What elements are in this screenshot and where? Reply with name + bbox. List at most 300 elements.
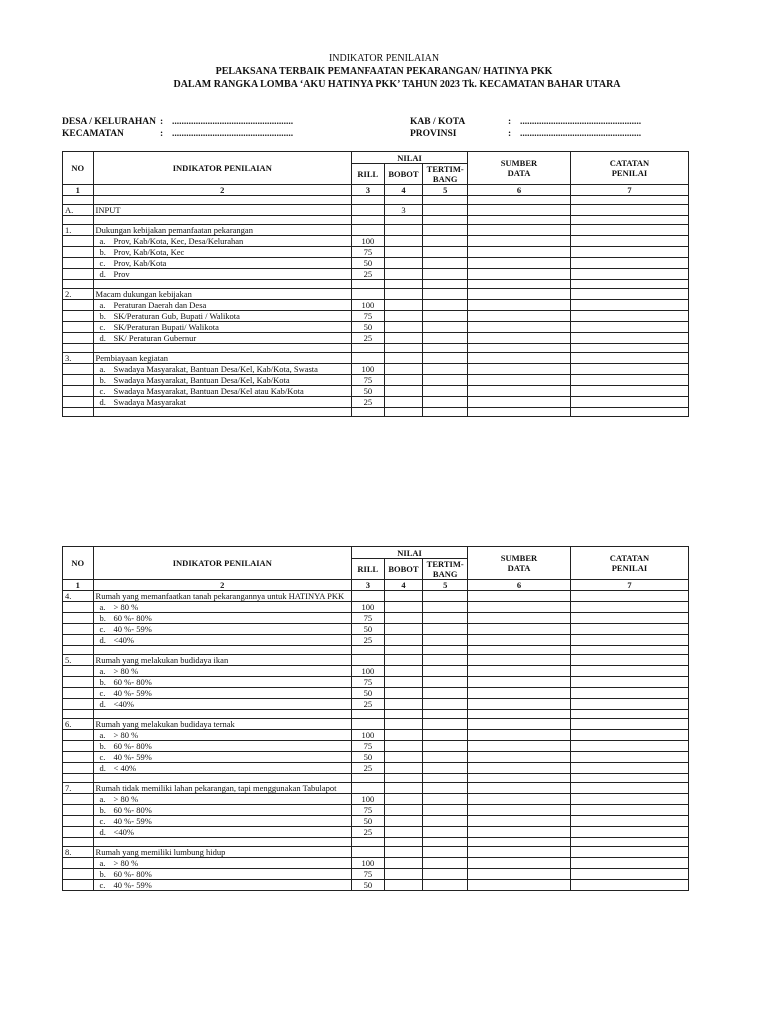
indicator-tertimbang-cell[interactable]	[423, 591, 468, 602]
option-row	[63, 311, 689, 322]
option-tertimbang-cell[interactable]	[423, 311, 468, 322]
option-text: Prov	[113, 269, 130, 279]
spacer-row	[63, 280, 689, 289]
indicator-rill-cell[interactable]	[352, 783, 385, 794]
spacer-cell	[93, 710, 352, 719]
header-sumber-data-label: SUMBER DATA	[500, 158, 538, 178]
option-label	[93, 236, 352, 247]
option-sumber-data-cell[interactable]	[468, 613, 571, 624]
indicator-catatan-penilai-cell[interactable]	[570, 353, 688, 364]
option-tertimbang-cell[interactable]	[423, 763, 468, 774]
option-tertimbang-cell[interactable]	[423, 666, 468, 677]
option-tertimbang-cell[interactable]	[423, 869, 468, 880]
option-bobot-cell[interactable]	[384, 247, 423, 258]
section-number: A.	[63, 205, 94, 216]
indicator-number: 6.	[63, 719, 94, 730]
header-tertimbang	[423, 164, 468, 185]
option-no-cell	[63, 699, 94, 710]
option-sumber-data-cell[interactable]	[468, 763, 571, 774]
option-label	[93, 333, 352, 344]
option-bobot-cell[interactable]	[384, 869, 423, 880]
option-text: 40 %- 59%	[113, 752, 152, 762]
option-sumber-data-cell[interactable]	[468, 677, 571, 688]
indicator-label: Macam dukungan kebijakan	[93, 289, 352, 300]
option-text: 60 %- 80%	[113, 805, 152, 815]
indicator-tertimbang-cell[interactable]	[423, 353, 468, 364]
option-tertimbang-cell[interactable]	[423, 699, 468, 710]
option-sumber-data-cell[interactable]	[468, 333, 571, 344]
option-letter: b.	[99, 375, 106, 385]
column-number: 4	[384, 185, 423, 196]
option-sumber-data-cell[interactable]	[468, 300, 571, 311]
option-catatan-penilai-cell[interactable]	[570, 624, 688, 635]
option-label	[93, 386, 352, 397]
option-sumber-data-cell[interactable]	[468, 386, 571, 397]
option-bobot-cell[interactable]	[384, 730, 423, 741]
section-bobot-value: 3	[384, 205, 423, 216]
header-catatan-penilai-label: CATATAN PENILAI	[609, 553, 650, 573]
option-sumber-data-cell[interactable]	[468, 258, 571, 269]
option-bobot-cell[interactable]	[384, 364, 423, 375]
option-sumber-data-cell[interactable]	[468, 311, 571, 322]
indicator-sumber-data-cell[interactable]	[468, 783, 571, 794]
option-bobot-cell[interactable]	[384, 794, 423, 805]
indicator-sumber-data-cell[interactable]	[468, 225, 571, 236]
indicator-sumber-data-cell[interactable]	[468, 655, 571, 666]
indicator-bobot-cell[interactable]	[384, 847, 423, 858]
indicator-catatan-penilai-cell[interactable]	[570, 847, 688, 858]
spacer-cell	[384, 344, 423, 353]
indicator-bobot-cell[interactable]	[384, 719, 423, 730]
column-number: 1	[63, 580, 94, 591]
option-text: 60 %- 80%	[113, 613, 152, 623]
option-no-cell	[63, 364, 94, 375]
spacer-cell	[468, 774, 571, 783]
option-bobot-cell[interactable]	[384, 752, 423, 763]
spacer-cell	[63, 710, 94, 719]
option-tertimbang-cell[interactable]	[423, 624, 468, 635]
indicator-catatan-penilai-cell[interactable]	[570, 655, 688, 666]
option-catatan-penilai-cell[interactable]	[570, 333, 688, 344]
option-sumber-data-cell[interactable]	[468, 236, 571, 247]
option-catatan-penilai-cell[interactable]	[570, 880, 688, 891]
option-wrap	[96, 688, 350, 698]
spacer-cell	[93, 280, 352, 289]
option-bobot-cell[interactable]	[384, 699, 423, 710]
indicator-tertimbang-cell[interactable]	[423, 847, 468, 858]
indicator-catatan-penilai-cell[interactable]	[570, 591, 688, 602]
option-bobot-cell[interactable]	[384, 375, 423, 386]
option-catatan-penilai-cell[interactable]	[570, 666, 688, 677]
spacer-cell	[423, 710, 468, 719]
option-sumber-data-cell[interactable]	[468, 869, 571, 880]
spacer-cell	[570, 196, 688, 205]
option-bobot-cell[interactable]	[384, 827, 423, 838]
option-bobot-cell[interactable]	[384, 333, 423, 344]
option-bobot-cell[interactable]	[384, 311, 423, 322]
option-sumber-data-cell[interactable]	[468, 397, 571, 408]
option-sumber-data-cell[interactable]	[468, 699, 571, 710]
option-rill-value: 75	[352, 247, 385, 258]
option-tertimbang-cell[interactable]	[423, 741, 468, 752]
spacer-cell	[570, 408, 688, 417]
table-2-header	[63, 547, 689, 591]
header-indikator: INDIKATOR PENILAIAN	[93, 152, 352, 185]
option-row	[63, 635, 689, 646]
indicator-rill-cell[interactable]	[352, 353, 385, 364]
option-catatan-penilai-cell[interactable]	[570, 236, 688, 247]
option-rill-value: 25	[352, 397, 385, 408]
option-sumber-data-cell[interactable]	[468, 322, 571, 333]
option-sumber-data-cell[interactable]	[468, 816, 571, 827]
option-sumber-data-cell[interactable]	[468, 602, 571, 613]
option-no-cell	[63, 816, 94, 827]
indicator-number: 8.	[63, 847, 94, 858]
indicator-rill-cell[interactable]	[352, 289, 385, 300]
table-1-body	[63, 196, 689, 417]
indicator-tertimbang-cell[interactable]	[423, 719, 468, 730]
option-bobot-cell[interactable]	[384, 805, 423, 816]
header-sumber-data	[468, 547, 571, 580]
option-text: Swadaya Masyarakat, Bantuan Desa/Kel, Kab/Kota	[113, 375, 290, 385]
option-tertimbang-cell[interactable]	[423, 386, 468, 397]
column-number: 7	[570, 185, 688, 196]
header-rill: RILL	[352, 559, 385, 580]
option-catatan-penilai-cell[interactable]	[570, 247, 688, 258]
option-catatan-penilai-cell[interactable]	[570, 741, 688, 752]
header-tertimbang-label: TERTIM- BANG	[426, 559, 464, 579]
option-tertimbang-cell[interactable]	[423, 688, 468, 699]
option-wrap	[96, 741, 350, 751]
option-text: 60 %- 80%	[113, 677, 152, 687]
meta-provinsi-field[interactable]: ...................................................	[520, 129, 642, 139]
indicator-label: Rumah tidak memiliki lahan pekarangan, tapi menggunakan Tabulapot	[93, 783, 352, 794]
indicator-rill-cell[interactable]	[352, 719, 385, 730]
option-label	[93, 880, 352, 891]
spacer-cell	[93, 216, 352, 225]
option-sumber-data-cell[interactable]	[468, 858, 571, 869]
indicator-sumber-data-cell[interactable]	[468, 353, 571, 364]
option-bobot-cell[interactable]	[384, 635, 423, 646]
spacer-cell	[384, 774, 423, 783]
option-text: > 80 %	[113, 794, 139, 804]
option-catatan-penilai-cell[interactable]	[570, 688, 688, 699]
option-bobot-cell[interactable]	[384, 269, 423, 280]
indicator-sumber-data-cell[interactable]	[468, 591, 571, 602]
option-text: Swadaya Masyarakat, Bantuan Desa/Kel atau Kab/Kota	[113, 386, 304, 396]
option-sumber-data-cell[interactable]	[468, 741, 571, 752]
option-sumber-data-cell[interactable]	[468, 269, 571, 280]
option-catatan-penilai-cell[interactable]	[570, 677, 688, 688]
option-wrap	[96, 375, 350, 385]
option-letter: b.	[99, 741, 106, 751]
option-letter: a.	[99, 666, 106, 676]
option-catatan-penilai-cell[interactable]	[570, 805, 688, 816]
option-sumber-data-cell[interactable]	[468, 805, 571, 816]
option-tertimbang-cell[interactable]	[423, 858, 468, 869]
option-row	[63, 300, 689, 311]
indicator-bobot-cell[interactable]	[384, 655, 423, 666]
option-catatan-penilai-cell[interactable]	[570, 300, 688, 311]
indicator-tertimbang-cell[interactable]	[423, 655, 468, 666]
option-sumber-data-cell[interactable]	[468, 730, 571, 741]
option-sumber-data-cell[interactable]	[468, 880, 571, 891]
indicator-number: 5.	[63, 655, 94, 666]
spacer-cell	[63, 774, 94, 783]
meta-kecamatan-field[interactable]: ...................................................	[172, 129, 294, 139]
option-no-cell	[63, 741, 94, 752]
option-wrap	[96, 827, 350, 837]
option-row	[63, 677, 689, 688]
option-sumber-data-cell[interactable]	[468, 624, 571, 635]
option-label	[93, 816, 352, 827]
option-sumber-data-cell[interactable]	[468, 635, 571, 646]
option-tertimbang-cell[interactable]	[423, 613, 468, 624]
option-tertimbang-cell[interactable]	[423, 635, 468, 646]
indicator-bobot-cell[interactable]	[384, 591, 423, 602]
header-catatan-penilai	[570, 152, 688, 185]
option-tertimbang-cell[interactable]	[423, 880, 468, 891]
option-wrap	[96, 624, 350, 634]
option-rill-value: 100	[352, 236, 385, 247]
header-sumber-data-label: SUMBER DATA	[500, 553, 538, 573]
meta-desa	[62, 116, 293, 128]
spacer-cell	[423, 408, 468, 417]
option-catatan-penilai-cell[interactable]	[570, 375, 688, 386]
option-no-cell	[63, 880, 94, 891]
option-bobot-cell[interactable]	[384, 322, 423, 333]
option-catatan-penilai-cell[interactable]	[570, 827, 688, 838]
option-rill-value: 75	[352, 869, 385, 880]
option-catatan-penilai-cell[interactable]	[570, 269, 688, 280]
spacer-cell	[570, 646, 688, 655]
indicator-catatan-penilai-cell[interactable]	[570, 719, 688, 730]
option-catatan-penilai-cell[interactable]	[570, 869, 688, 880]
option-bobot-cell[interactable]	[384, 602, 423, 613]
option-rill-value: 50	[352, 258, 385, 269]
option-tertimbang-cell[interactable]	[423, 322, 468, 333]
option-tertimbang-cell[interactable]	[423, 236, 468, 247]
option-letter: b.	[99, 247, 106, 257]
option-bobot-cell[interactable]	[384, 880, 423, 891]
option-text: Prov, Kab/Kota, Kec, Desa/Kelurahan	[113, 236, 244, 246]
option-letter: c.	[99, 624, 106, 634]
option-catatan-penilai-cell[interactable]	[570, 730, 688, 741]
option-catatan-penilai-cell[interactable]	[570, 816, 688, 827]
option-letter: c.	[99, 322, 106, 332]
option-sumber-data-cell[interactable]	[468, 375, 571, 386]
indicator-bobot-cell[interactable]	[384, 783, 423, 794]
meta-kabkota-field[interactable]: ...................................................	[520, 117, 642, 127]
option-bobot-cell[interactable]	[384, 816, 423, 827]
option-catatan-penilai-cell[interactable]	[570, 699, 688, 710]
option-tertimbang-cell[interactable]	[423, 258, 468, 269]
option-rill-value: 100	[352, 666, 385, 677]
indicator-catatan-penilai-cell[interactable]	[570, 225, 688, 236]
meta-provinsi-label: PROVINSI	[410, 129, 457, 139]
indicator-catatan-penilai-cell[interactable]	[570, 783, 688, 794]
spacer-cell	[423, 774, 468, 783]
option-catatan-penilai-cell[interactable]	[570, 602, 688, 613]
option-tertimbang-cell[interactable]	[423, 794, 468, 805]
section-row	[63, 205, 689, 216]
option-letter: a.	[99, 364, 106, 374]
indicator-sumber-data-cell[interactable]	[468, 719, 571, 730]
option-wrap	[96, 794, 350, 804]
option-letter: a.	[99, 300, 106, 310]
option-wrap	[96, 397, 350, 407]
option-bobot-cell[interactable]	[384, 858, 423, 869]
option-rill-value: 25	[352, 635, 385, 646]
option-rill-value: 75	[352, 311, 385, 322]
option-no-cell	[63, 386, 94, 397]
option-text: 40 %- 59%	[113, 816, 152, 826]
option-bobot-cell[interactable]	[384, 300, 423, 311]
option-bobot-cell[interactable]	[384, 258, 423, 269]
option-catatan-penilai-cell[interactable]	[570, 752, 688, 763]
option-catatan-penilai-cell[interactable]	[570, 258, 688, 269]
option-rill-value: 50	[352, 880, 385, 891]
option-wrap	[96, 602, 350, 612]
option-sumber-data-cell[interactable]	[468, 827, 571, 838]
option-sumber-data-cell[interactable]	[468, 364, 571, 375]
option-catatan-penilai-cell[interactable]	[570, 397, 688, 408]
meta-kecamatan	[62, 128, 293, 140]
option-rill-value: 75	[352, 677, 385, 688]
option-no-cell	[63, 858, 94, 869]
indicator-tertimbang-cell[interactable]	[423, 225, 468, 236]
option-label	[93, 805, 352, 816]
spacer-cell	[63, 280, 94, 289]
spacer-cell	[93, 344, 352, 353]
option-bobot-cell[interactable]	[384, 397, 423, 408]
indicator-bobot-cell[interactable]	[384, 225, 423, 236]
option-tertimbang-cell[interactable]	[423, 269, 468, 280]
option-catatan-penilai-cell[interactable]	[570, 322, 688, 333]
option-sumber-data-cell[interactable]	[468, 688, 571, 699]
option-catatan-penilai-cell[interactable]	[570, 386, 688, 397]
option-label	[93, 677, 352, 688]
indicator-rill-cell[interactable]	[352, 847, 385, 858]
indicator-number: 7.	[63, 783, 94, 794]
option-tertimbang-cell[interactable]	[423, 375, 468, 386]
meta-kabkota-label: KAB / KOTA	[410, 117, 466, 127]
option-label	[93, 794, 352, 805]
option-tertimbang-cell[interactable]	[423, 827, 468, 838]
indicator-bobot-cell[interactable]	[384, 353, 423, 364]
option-catatan-penilai-cell[interactable]	[570, 794, 688, 805]
option-catatan-penilai-cell[interactable]	[570, 613, 688, 624]
meta-provinsi-colon: :	[508, 129, 512, 139]
spacer-cell	[423, 216, 468, 225]
header-tertimbang-label: TERTIM- BANG	[426, 164, 464, 184]
option-tertimbang-cell[interactable]	[423, 397, 468, 408]
option-bobot-cell[interactable]	[384, 741, 423, 752]
indicator-rill-cell[interactable]	[352, 225, 385, 236]
indicator-tertimbang-cell[interactable]	[423, 289, 468, 300]
meta-desa-field[interactable]: ...................................................	[172, 117, 294, 127]
option-text: Swadaya Masyarakat, Bantuan Desa/Kel, Kab/Kota, Swasta	[113, 364, 318, 374]
option-letter: b.	[99, 805, 106, 815]
option-label	[93, 613, 352, 624]
option-rill-value: 75	[352, 805, 385, 816]
option-tertimbang-cell[interactable]	[423, 752, 468, 763]
option-catatan-penilai-cell[interactable]	[570, 635, 688, 646]
meta-right	[410, 116, 641, 140]
option-catatan-penilai-cell[interactable]	[570, 858, 688, 869]
column-number: 3	[352, 580, 385, 591]
option-tertimbang-cell[interactable]	[423, 247, 468, 258]
option-sumber-data-cell[interactable]	[468, 247, 571, 258]
option-tertimbang-cell[interactable]	[423, 300, 468, 311]
spacer-cell	[468, 196, 571, 205]
option-letter: d.	[99, 699, 106, 709]
option-bobot-cell[interactable]	[384, 236, 423, 247]
option-tertimbang-cell[interactable]	[423, 677, 468, 688]
indicator-tertimbang-cell[interactable]	[423, 783, 468, 794]
option-no-cell	[63, 752, 94, 763]
indicator-label: Pembiayaan kegiatan	[93, 353, 352, 364]
indicator-rill-cell[interactable]	[352, 655, 385, 666]
column-number: 6	[468, 580, 571, 591]
header-rill: RILL	[352, 164, 385, 185]
option-tertimbang-cell[interactable]	[423, 816, 468, 827]
option-tertimbang-cell[interactable]	[423, 364, 468, 375]
option-catatan-penilai-cell[interactable]	[570, 763, 688, 774]
option-text: SK/ Peraturan Gubernur	[113, 333, 197, 343]
option-no-cell	[63, 666, 94, 677]
option-no-cell	[63, 688, 94, 699]
option-bobot-cell[interactable]	[384, 688, 423, 699]
option-bobot-cell[interactable]	[384, 624, 423, 635]
option-tertimbang-cell[interactable]	[423, 730, 468, 741]
option-bobot-cell[interactable]	[384, 763, 423, 774]
option-text: <40%	[113, 699, 134, 709]
header-catatan-penilai-label: CATATAN PENILAI	[609, 158, 650, 178]
indicator-rill-cell[interactable]	[352, 591, 385, 602]
option-row	[63, 397, 689, 408]
indicator-sumber-data-cell[interactable]	[468, 847, 571, 858]
option-row	[63, 741, 689, 752]
option-rill-value: 50	[352, 322, 385, 333]
spacer-cell	[63, 196, 94, 205]
option-catatan-penilai-cell[interactable]	[570, 311, 688, 322]
option-bobot-cell[interactable]	[384, 666, 423, 677]
option-bobot-cell[interactable]	[384, 386, 423, 397]
option-tertimbang-cell[interactable]	[423, 333, 468, 344]
indicator-bobot-cell[interactable]	[384, 289, 423, 300]
indicator-sumber-data-cell[interactable]	[468, 289, 571, 300]
indicator-catatan-penilai-cell[interactable]	[570, 289, 688, 300]
option-bobot-cell[interactable]	[384, 613, 423, 624]
option-bobot-cell[interactable]	[384, 677, 423, 688]
option-rill-value: 75	[352, 375, 385, 386]
option-sumber-data-cell[interactable]	[468, 666, 571, 677]
option-tertimbang-cell[interactable]	[423, 805, 468, 816]
column-number: 6	[468, 185, 571, 196]
indicator-row	[63, 783, 689, 794]
option-sumber-data-cell[interactable]	[468, 752, 571, 763]
option-sumber-data-cell[interactable]	[468, 794, 571, 805]
option-wrap	[96, 730, 350, 740]
option-row	[63, 858, 689, 869]
option-wrap	[96, 613, 350, 623]
option-wrap	[96, 311, 350, 321]
option-catatan-penilai-cell[interactable]	[570, 364, 688, 375]
option-wrap	[96, 858, 350, 868]
option-no-cell	[63, 624, 94, 635]
option-tertimbang-cell[interactable]	[423, 602, 468, 613]
